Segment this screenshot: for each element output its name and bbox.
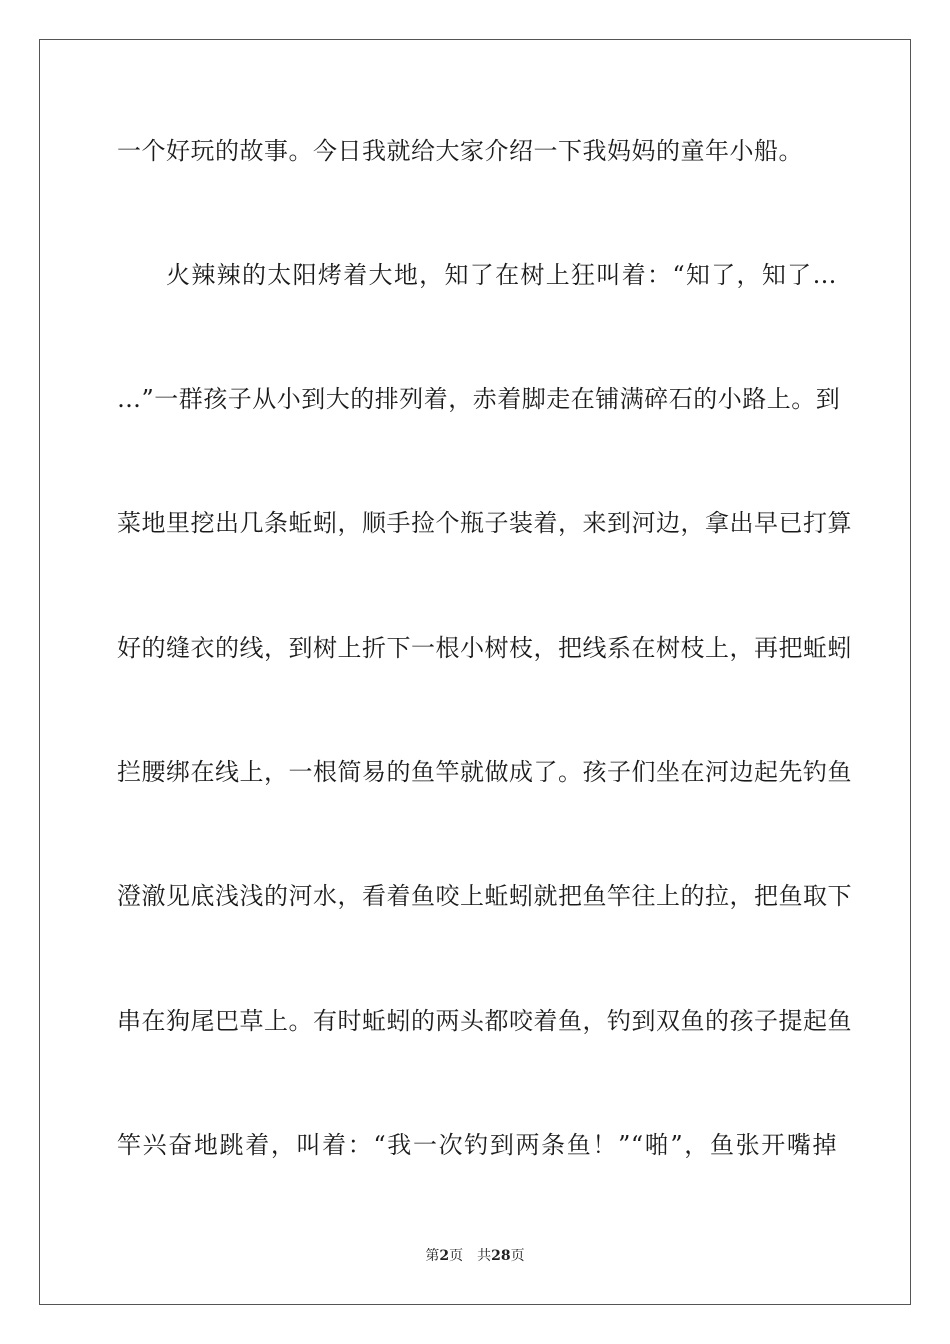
text-line-5: 好的缝衣的线，到树上折下一根小树枝，把线系在树枝上，再把蚯蚓 xyxy=(117,634,852,662)
text-line-7: 澄澈见底浅浅的河水，看着鱼咬上蚯蚓就把鱼竿往上的拉，把鱼取下 xyxy=(117,882,852,910)
page-number: 2 xyxy=(439,1248,450,1264)
page-border xyxy=(39,39,911,1305)
text-line-9: 竿兴奋地跳着，叫着：“我一次钓到两条鱼！”“啪”，鱼张开嘴掉 xyxy=(117,1131,837,1159)
text-line-8: 串在狗尾巴草上。有时蚯蚓的两头都咬着鱼，钓到双鱼的孩子提起鱼 xyxy=(117,1007,852,1035)
page-prefix: 第 xyxy=(425,1248,440,1264)
page-footer xyxy=(0,1247,950,1265)
text-line-2: 火辣辣的太阳烤着大地，知了在树上狂叫着：“知了，知了… xyxy=(166,261,837,289)
text-line-3: …”一群孩子从小到大的排列着，赤着脚走在铺满碎石的小路上。到 xyxy=(117,385,841,413)
text-line-4: 菜地里挖出几条蚯蚓，顺手捡个瓶子装着，来到河边，拿出早已打算 xyxy=(117,509,852,537)
page-unit: 页 xyxy=(449,1248,464,1264)
total-pages: 28 xyxy=(491,1248,511,1264)
text-line-6: 拦腰绑在线上，一根简易的鱼竿就做成了。孩子们坐在河边起先钓鱼 xyxy=(117,758,852,786)
text-line-1: 一个好玩的故事。今日我就给大家介绍一下我妈妈的童年小船。 xyxy=(117,137,803,165)
total-unit: 页 xyxy=(510,1248,525,1264)
total-prefix: 共 xyxy=(477,1248,492,1264)
